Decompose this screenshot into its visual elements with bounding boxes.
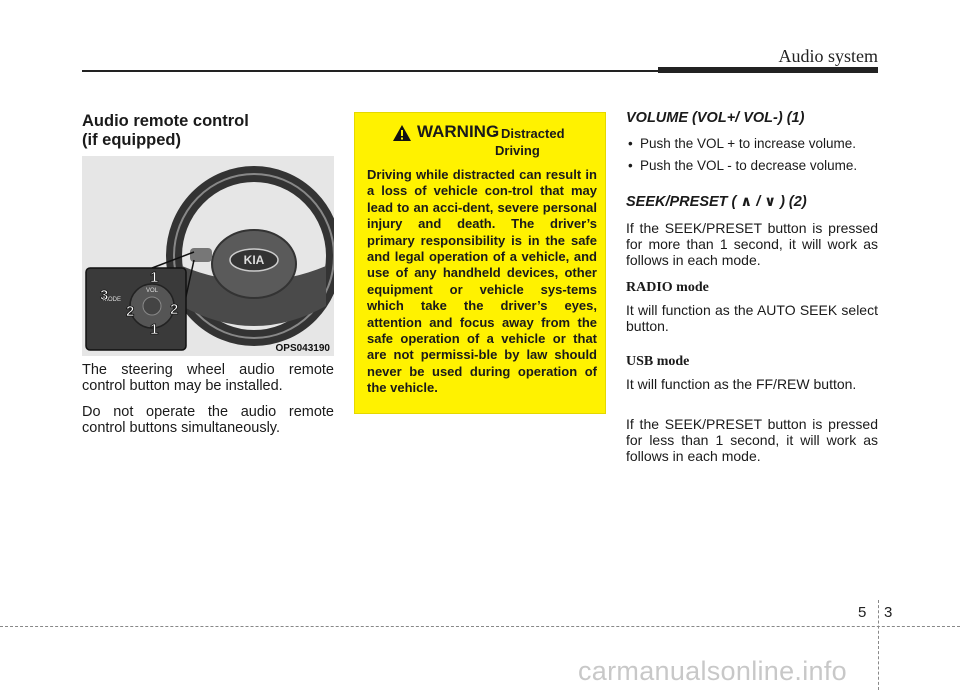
seek-paragraph-2: If the SEEK/PRESET button is pressed for less than 1 second, it will work as follows in each mode. [626,416,878,464]
footer-divider [0,626,960,627]
figure-code: OPS043190 [275,343,330,354]
callout-1-bottom: 1 [150,321,159,338]
volume-heading: VOLUME (VOL+/ VOL-) (1) [626,110,805,126]
section-heading-line2: (if equipped) [82,131,181,149]
callout-2-left: 2 [126,303,135,320]
warning-body: Driving while distracted can result in a loss of vehicle con-trol that may lead to an acci-dent, severe personal injury and death. The driver’s primary responsibility is in the safe and legal operation of a vehicle, and use of any handheld devices, other equipment or vehicle sys-tems which take the driver’s eyes, attention and focus away from the safe operation of a vehicle or that are not permissi-ble by law should never be used during operation of the vehicle. [367,167,597,396]
right-column [626,110,878,476]
callout-2-right: 2 [170,301,179,318]
section-heading-line1: Audio remote control [82,112,249,130]
chapter-number: 5 [858,604,867,621]
left-paragraph-1: The steering wheel audio remote control button may be installed. [82,362,334,394]
warning-subtitle-1: - Distracted [493,126,565,141]
volume-bullets [626,136,878,174]
seek-paragraph-1: If the SEEK/PRESET button is pressed for more than 1 second, it will work as follows in each mode. [626,220,878,268]
left-paragraph-2: Do not operate the audio remote control buttons simultaneously. [82,404,334,436]
left-column [82,112,334,150]
warning-title: WARNING [417,122,500,141]
watermark: carmanualsonline.info [578,656,847,686]
warning-triangle-icon [392,124,412,142]
usb-mode-title: USB mode [626,354,690,369]
header-title: Audio system [778,46,878,66]
radio-mode-text: It will function as the AUTO SEEK select button. [626,302,878,334]
section-heading [82,112,334,150]
footer-vertical-divider [878,600,879,690]
list-item: • Push the VOL - to decrease volume. [628,158,858,173]
vol-label: VOL [145,288,159,294]
mode-label: MODE [103,297,121,303]
svg-text:KIA: KIA [243,253,265,267]
seek-heading: SEEK/PRESET ( ∧ / ∨ ) (2) [626,194,807,210]
steering-wheel-figure [82,156,334,356]
warning-box [354,112,606,414]
warning-subtitle-2: Driving [495,143,540,158]
callout-3: 3 [100,287,109,304]
steering-wheel-illustration [82,156,334,356]
list-item: • Push the VOL + to increase volume. [628,136,856,151]
callout-1-top: 1 [150,269,159,286]
left-body [82,362,334,446]
radio-mode-title: RADIO mode [626,280,709,295]
warning-header [355,119,605,159]
page-number: 3 [884,604,893,621]
usb-mode-text: It will function as the FF/REW button. [626,376,857,392]
header-rule-accent [658,67,878,73]
